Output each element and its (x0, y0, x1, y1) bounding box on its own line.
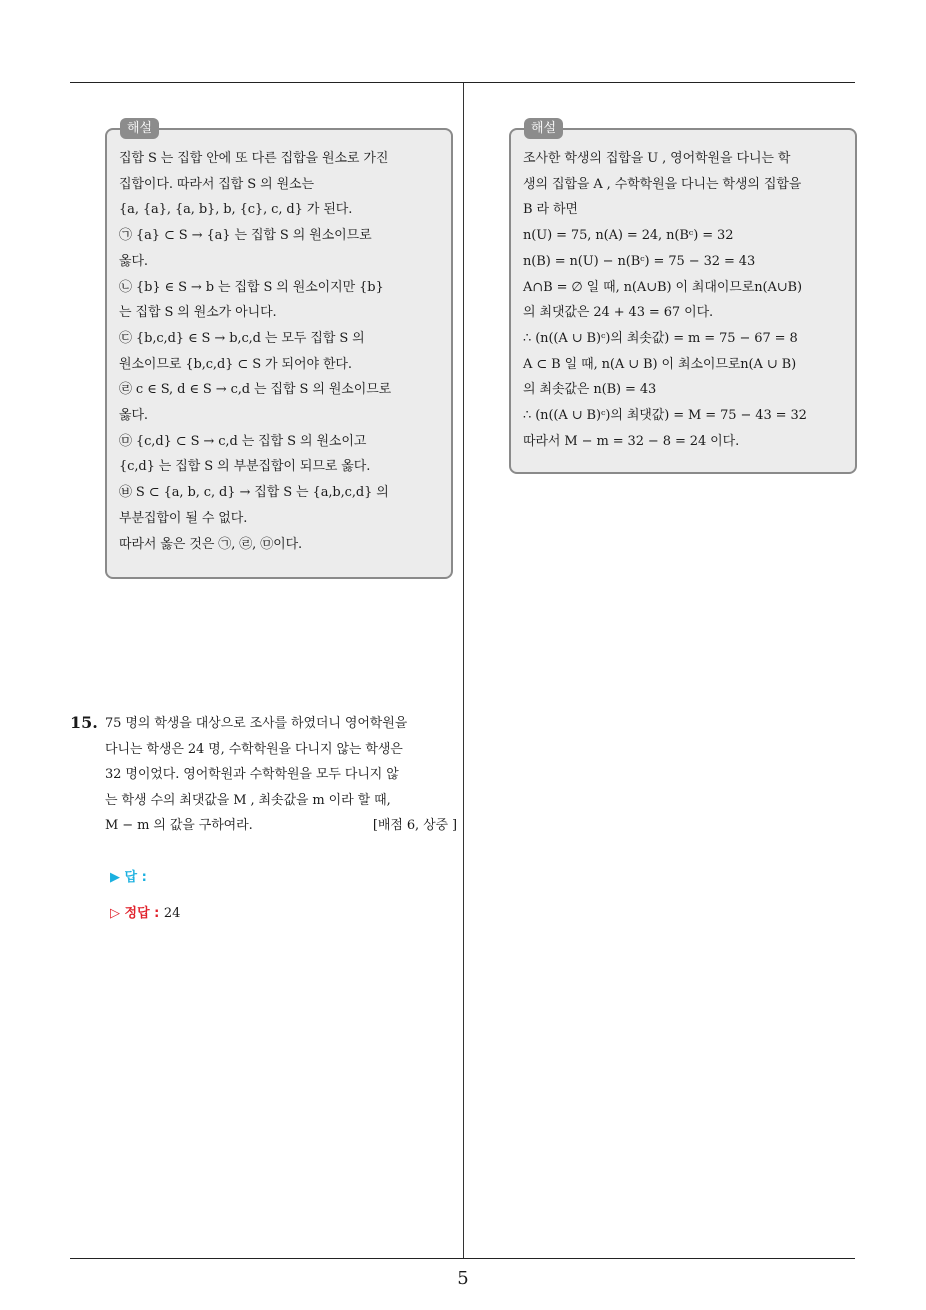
bottom-rule (70, 1258, 855, 1259)
solution-line: 조사한 학생의 집합을 U , 영어학원을 다니는 학 (523, 151, 791, 166)
answer-label: ▶ 답 : (110, 870, 147, 885)
question-line: 32 명이었다. 영어학원과 수학학원을 모두 다니지 않 (105, 767, 399, 782)
solution-line: ㉡ {b} ∈ S → b 는 집합 S 의 원소이지만 {b} (119, 279, 384, 295)
solution-line: 원소이므로 {b,c,d} ⊂ S 가 되어야 한다. (119, 356, 352, 372)
left-solution-box (105, 128, 453, 579)
solution-line: 부분집합이 될 수 없다. (119, 510, 248, 526)
left-solution-tag: 해설 (120, 118, 159, 139)
right-solution-tag: 해설 (524, 118, 563, 139)
solution-line: 따라서 옳은 것은 ㉠, ㉣, ㉤이다. (119, 536, 303, 552)
question-last-line (105, 813, 457, 839)
question-line: 는 학생 수의 최댓값을 M , 최솟값을 m 이라 할 때, (105, 792, 391, 808)
right-solution-box (509, 128, 857, 474)
solution-line: ㉤ {c,d} ⊂ S → c,d 는 집합 S 의 원소이고 (119, 433, 367, 449)
solution-line: A∩B = ∅ 일 때, n(A∪B) 이 최대이므로n(A∪B) (523, 279, 802, 295)
solution-line: 옳다. (119, 253, 148, 269)
solution-line: 집합 S 는 집합 안에 또 다른 집합을 원소로 가진 (119, 151, 389, 166)
solution-line: B 라 하면 (523, 202, 578, 218)
solution-line: {a, {a}, {a, b}, b, {c}, c, d} 가 된다. (119, 202, 353, 218)
solution-line: ∴ (n((A ∪ B)ᶜ)의 최댓값) = M = 75 − 43 = 32 (523, 408, 807, 424)
solution-line: n(B) = n(U) − n(Bᶜ) = 75 − 32 = 43 (523, 253, 756, 269)
question-text (105, 711, 457, 839)
solution-line: 의 최솟값은 n(B) = 43 (523, 382, 657, 398)
page-number: 5 (457, 1268, 469, 1289)
column-divider (463, 83, 464, 1259)
solution-line: A ⊂ B 일 때, n(A ∪ B) 이 최소이므로n(A ∪ B) (523, 356, 797, 372)
solution-line: 따라서 M − m = 32 − 8 = 24 이다. (523, 433, 740, 449)
solution-line: n(U) = 75, n(A) = 24, n(Bᶜ) = 32 (523, 228, 734, 244)
solution-line: 의 최댓값은 24 + 43 = 67 이다. (523, 305, 714, 321)
correct-answer-value: 24 (163, 906, 181, 921)
correct-answer-label: ▷ 정답 : (110, 906, 160, 921)
solution-line: 옳다. (119, 408, 148, 424)
solution-line: 는 집합 S 의 원소가 아니다. (119, 305, 277, 321)
question-line: M − m 의 값을 구하여라. (105, 818, 253, 833)
question-line: 75 명의 학생을 대상으로 조사를 하였더니 영어학원을 (105, 716, 408, 731)
correct-answer (110, 902, 180, 921)
solution-line: ㉢ {b,c,d} ∈ S → b,c,d 는 모두 집합 S 의 (119, 330, 365, 346)
solution-line: 생의 집합을 A , 수학학원을 다니는 학생의 집합을 (523, 176, 802, 192)
solution-line: ㉠ {a} ⊂ S → {a} 는 집합 S 의 원소이므로 (119, 228, 372, 244)
solution-line: ∴ (n((A ∪ B)ᶜ)의 최솟값) = m = 75 − 67 = 8 (523, 330, 798, 346)
solution-line: {c,d} 는 집합 S 의 부분집합이 되므로 옳다. (119, 459, 371, 475)
score-label: [배점 6, 상중 ] (372, 818, 457, 833)
question-line: 다니는 학생은 24 명, 수학학원을 다니지 않는 학생은 (105, 741, 403, 757)
question-number: 15. (70, 713, 98, 732)
solution-line: ㉥ S ⊂ {a, b, c, d} → 집합 S 는 {a,b,c,d} 의 (119, 485, 389, 501)
solution-line: ㉣ c ∈ S, d ∈ S → c,d 는 집합 S 의 원소이므로 (119, 382, 392, 398)
solution-line: 집합이다. 따라서 집합 S 의 원소는 (119, 176, 314, 192)
